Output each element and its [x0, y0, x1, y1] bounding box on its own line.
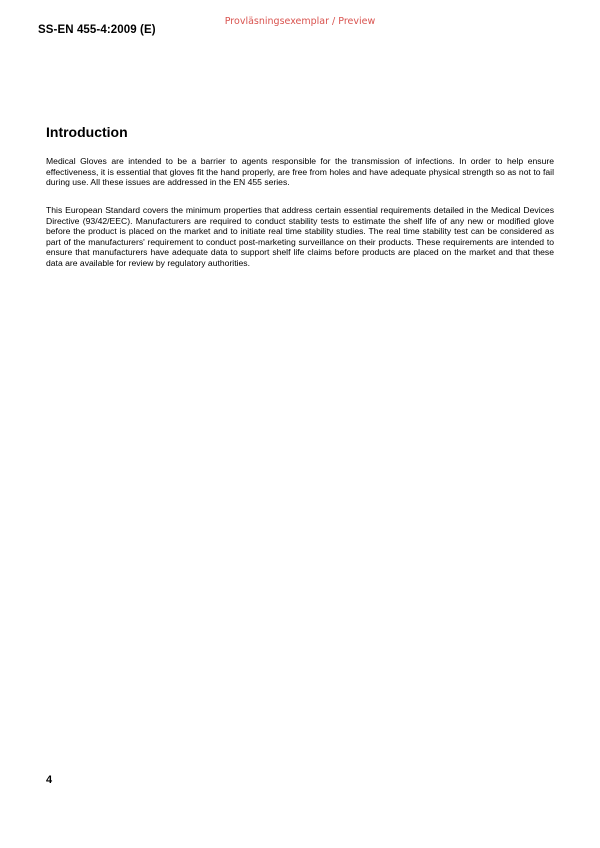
paragraph-2: This European Standard covers the minimum properties that address certain essential requirements detailed in the Medical Devices Directive (93/42/EEC). Manufacturers are required to conduct stability tests to estimate the shelf life of any new or modified glove before the product is placed on the market and to initiate real time stability studies. The real time stability test can be considered as part of the manufacturers' requirement to conduct post-marketing surveillance on their products. These requirements are intended to ensure that manufacturers have adequate data to support shelf life claims before products are placed on the market and that these data are available for review by regulatory authorities.	[46, 205, 554, 268]
page-number: 4	[46, 774, 53, 786]
section-title: Introduction	[46, 124, 128, 140]
paragraph-1: Medical Gloves are intended to be a barrier to agents responsible for the transmission of infections. In order to help ensure effectiveness, it is essential that gloves fit the hand properly, are free from holes and have adequate physical strength so as not to fail during use. All these issues are addressed in the EN 455 series.	[46, 156, 554, 188]
preview-watermark: Provläsningsexemplar / Preview	[224, 16, 376, 27]
document-id: SS-EN 455-4:2009 (E)	[38, 24, 156, 36]
